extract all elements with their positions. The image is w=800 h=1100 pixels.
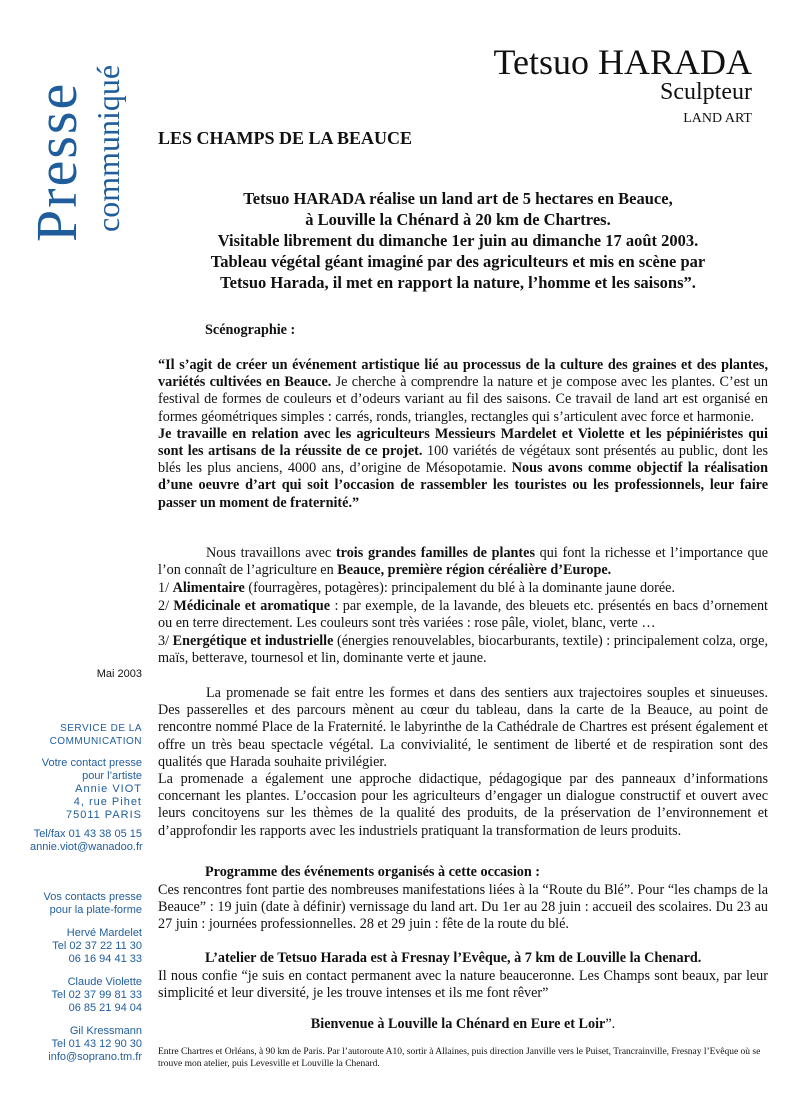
document-date: Mai 2003 xyxy=(96,668,142,680)
familles-intro-text: qui font la richesse et l’importance que l’on connaît de l’agriculture en xyxy=(158,545,769,579)
document-title: LES CHAMPS DE LA BEAUCE xyxy=(158,128,413,148)
contact-heading: pour la plate-forme xyxy=(49,904,142,916)
famille-description: (fourragères, potagères): principalement du blé à la dominante jaune dorée. xyxy=(244,580,675,596)
scenographie-paragraph xyxy=(158,357,768,512)
contact-heading: Vos contacts presse xyxy=(43,891,142,903)
contact-phone: Tel/fax 01 43 38 05 15 xyxy=(33,828,142,840)
scenographie-p2-bold-end: Nous avons comme objectif la réalisation d’une oeuvre d’art qui soit l’occasion de rassembler les touristes ou les professionnels, leur faire passer un moment de fraternité.” xyxy=(158,460,768,511)
contact-name: Hervé Mardelet xyxy=(66,927,142,939)
programme-heading: Programme des événements organisés à cette occasion : xyxy=(205,864,541,880)
promenade-paragraph-2: La promenade a également une approche didactique, pédagogique par des panneaux d’informations concernant les plantes. L’occasion pour les agriculteurs d’engager un dialogue constructif et ouvert avec leurs concitoyens sur les thèmes de la qualité des produits, de la préservation de l’environnement et d’approfondir les rapports avec les industriels pratiquant la transformation de leurs produits. xyxy=(158,771,768,839)
bienvenue-tail: ”. xyxy=(605,1016,616,1032)
lead-line: Tableau végétal géant imaginé par des agriculteurs et mis en scène par xyxy=(210,252,706,271)
contact-phone: 06 16 94 41 33 xyxy=(68,953,142,965)
contact-name: Claude Violette xyxy=(67,976,142,988)
famille-name: Alimentaire xyxy=(172,580,245,596)
scenographie-heading: Scénographie : xyxy=(205,322,296,338)
famille-number: 3/ xyxy=(158,633,173,649)
familles-intro-text: Nous travaillons avec xyxy=(206,545,336,561)
platform-press-contacts xyxy=(30,891,142,1064)
famille-description: (énergies renouvelables, biocarburants, textile) : principalement colza, orge, maïs, betterave, tournesol et lin, dominante verte et jaune. xyxy=(158,633,768,667)
brand-presse: Presse xyxy=(24,81,89,242)
lead-line: à Louville la Chénard à 20 km de Chartres. xyxy=(305,210,611,229)
atelier-text: Il nous confie “je suis en contact permanent avec la nature beauceronne. Les Champs sont beaux, par leur simplicité et leur diversité, je les trouve intenses et ils me font rêver” xyxy=(158,968,768,1002)
contact-phone: Tel 02 37 99 81 33 xyxy=(51,989,142,1001)
service-block xyxy=(30,722,142,748)
contact-address: 4, rue Pihet xyxy=(73,796,142,808)
contact-phone: 06 85 21 94 04 xyxy=(68,1002,142,1014)
contact-email[interactable]: info@soprano.tm.fr xyxy=(48,1051,142,1063)
contact-phone: Tel 02 37 22 11 30 xyxy=(52,940,142,952)
lead-paragraph xyxy=(158,188,758,293)
contact-email[interactable]: annie.viot@wanadoo.fr xyxy=(30,841,143,853)
lead-line: Visitable librement du dimanche 1er juin au dimanche 17 août 2003. xyxy=(217,231,699,250)
familles-intro-bold: Beauce, première région céréalière d’Europe. xyxy=(337,562,612,579)
scenographie-p2-text: 100 variétés de végétaux sont présentés au public, dont les blés les plus anciens, 4000 ans, d’origine de Mésopotamie. xyxy=(158,443,768,477)
service-label: SERVICE DE LA xyxy=(60,723,142,734)
famille-name: Energétique et industrielle xyxy=(172,633,334,649)
promenade-paragraph-1: La promenade se fait entre les formes et dans des sentiers aux trajectoires souples et sinueuses. Des passerelles et des parcours mènent au cœur du tableau, dans la carte de la Beauce, au point de rencontre nommé Place de la Fraternité. le labyrinthe de la Cathédrale de Chartres est présent également et offre un très beau spectacle végétal. La convivialité, le sentiment de liberté et de respiration sont des qualités que Harada souhaite privilégier. xyxy=(158,685,768,770)
scenographie-p1-bold: “Il s’agit de créer un événement artistique lié au processus de la culture des graines et des plantes, variétés cultivées en Beauce. xyxy=(158,357,768,391)
lead-line: Tetsuo HARADA réalise un land art de 5 hectares en Beauce, xyxy=(243,189,673,208)
famille-name: Médicinale et aromatique xyxy=(173,598,331,614)
famille-item-1 xyxy=(158,580,768,597)
familles-intro-bold: trois grandes familles de plantes xyxy=(335,545,535,561)
artist-name: Tetsuo HARADA xyxy=(493,42,752,82)
artist-role: Sculpteur xyxy=(660,79,752,105)
contact-name: Gil Kressmann xyxy=(69,1025,142,1037)
programme-text: Ces rencontres font partie des nombreuses manifestations liées à la “Route du Blé”. Pour “les champs de la Beauce” : 19 juin (date à définir) vernissage du land art. Du 1er au 28 juin : accueil des scolaires. Du 23 au 27 juin : journées professionnelles. 28 et 29 juin : fête de la route du blé. xyxy=(158,882,768,933)
contact-name: Annie VIOT xyxy=(75,783,142,795)
contact-address: 75011 PARIS xyxy=(65,809,142,821)
famille-item-2 xyxy=(158,598,768,632)
familles-intro xyxy=(158,545,768,579)
famille-number: 1/ xyxy=(158,580,173,596)
contact-heading: Votre contact presse xyxy=(41,757,142,769)
bienvenue-line xyxy=(158,1016,768,1033)
scenographie-p2-bold: Je travaille en relation avec les agriculteurs Messieurs Mardelet et Violette et les pépiniéristes qui sont les artisans de la réussite de ce projet. xyxy=(158,425,768,460)
artist-press-contact xyxy=(30,757,142,854)
atelier-heading: L’atelier de Tetsuo Harada est à Fresnay l’Evêque, à 7 km de Louville la Chenard. xyxy=(205,950,702,966)
famille-description: : par exemple, de la lavande, des bleuets etc. présentés en bacs d’ornement ou en terre directement. Les couleurs sont très variées : rose pâle, violet, blanc, verte … xyxy=(158,598,768,632)
famille-item-3 xyxy=(158,633,768,667)
brand-communique: communiqué xyxy=(90,64,126,232)
lead-line: Tetsuo Harada, il met en rapport la nature, l’homme et les saisons”. xyxy=(220,273,696,292)
contact-phone: Tel 01 43 12 90 30 xyxy=(51,1038,142,1050)
scenographie-p1-text: Je cherche à comprendre la nature et je compose avec les plantes. C’est un festival de formes de couleurs et d’odeurs variant au fil des saisons. Ce travail de land art est organisé en formes géométriques simples : carrés, ronds, triangles, rectangles qui s’articulent avec force et harmonie. xyxy=(158,374,768,425)
directions-note: Entre Chartres et Orléans, à 90 km de Paris. Par l’autoroute A10, sortir à Allaines, puis direction Janville vers le Puiset, Trancrainville, Fresnay l’Evêque où se trouve mon atelier, puis Levesville et Louville la Chenard. xyxy=(158,1047,761,1069)
artist-tag: LAND ART xyxy=(683,111,752,126)
contact-heading: pour l’artiste xyxy=(82,770,142,782)
bienvenue-bold: Bienvenue à Louville la Chénard en Eure et Loir xyxy=(310,1016,606,1032)
service-label: COMMUNICATION xyxy=(49,736,142,747)
famille-number: 2/ xyxy=(158,598,174,614)
